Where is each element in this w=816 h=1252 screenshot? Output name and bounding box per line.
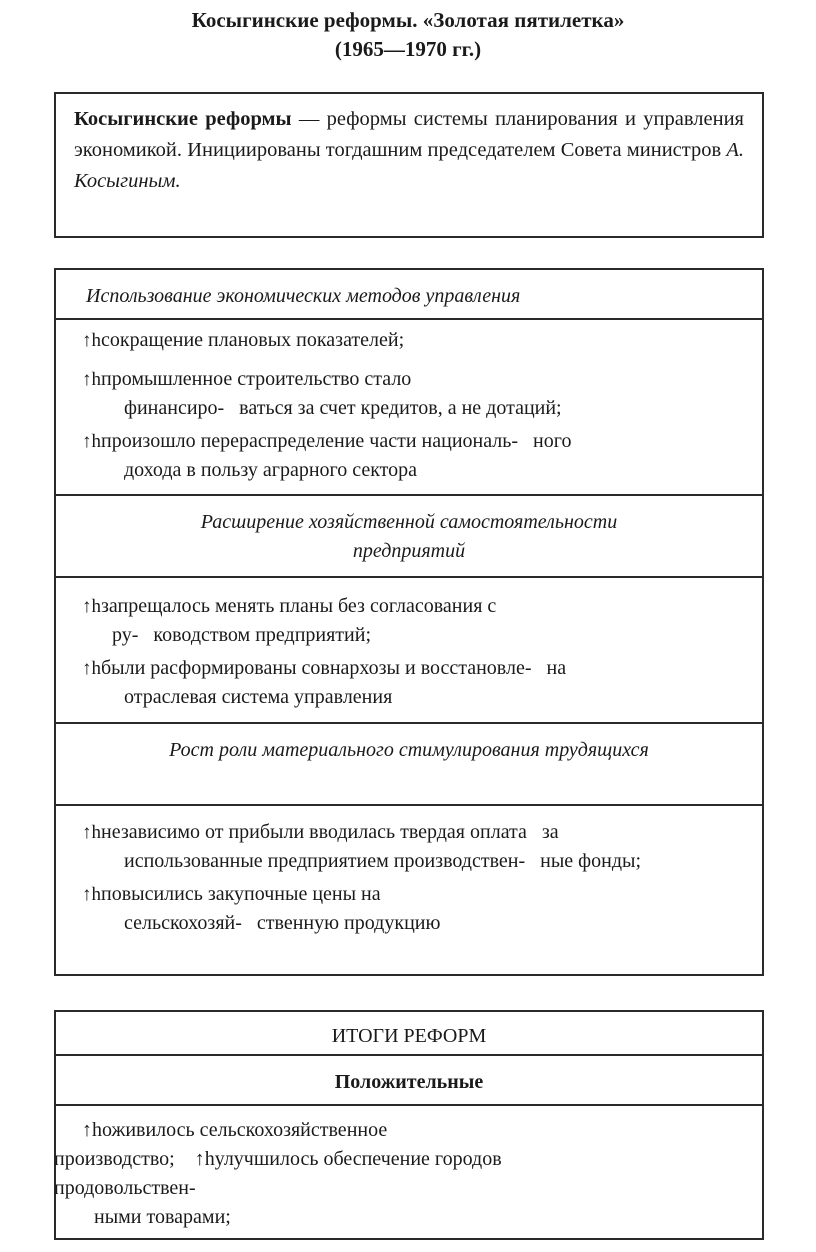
list-item: производство; ↑hулучшилось обеспечение городов bbox=[54, 1148, 502, 1170]
reforms-table bbox=[54, 268, 764, 976]
list-item: ↑hпромышленное строительство стало финансиро- ваться за счет кредитов, а не дотаций; bbox=[82, 368, 562, 419]
arrow-up-icon: ↑h bbox=[82, 658, 101, 679]
list-item: ↑hсокращение плановых показателей; bbox=[82, 329, 405, 351]
section-heading-1 bbox=[56, 270, 762, 320]
arrow-up-icon: ↑h bbox=[82, 822, 101, 843]
section-heading-text: Расширение хозяйственной самостоятельности предприятий bbox=[200, 511, 618, 562]
section-items-2 bbox=[56, 578, 762, 724]
list-item: ↑hпроизошло перераспределение части националь- ного дохода в пользу аграрного сектора bbox=[82, 430, 572, 481]
arrow-up-icon: ↑h bbox=[82, 369, 101, 390]
list-item: ↑hбыли расформированы совнархозы и восстановле- на отраслевая система управления bbox=[82, 657, 567, 708]
definition-name: А. Косыгиным. bbox=[74, 139, 744, 192]
totals-title-row bbox=[56, 1012, 762, 1056]
definition-term: Косыгинские реформы bbox=[74, 108, 292, 130]
totals-positive-row bbox=[56, 1056, 762, 1106]
section-items-1 bbox=[56, 320, 762, 496]
arrow-up-icon: ↑h bbox=[82, 1119, 102, 1141]
list-item: ↑hзапрещалось менять планы без согласования с ру- ководством предприятий; bbox=[82, 595, 497, 646]
arrow-up-icon: ↑h bbox=[82, 431, 101, 452]
section-heading-text: Рост роли материального стимулирования трудящихся bbox=[169, 739, 649, 761]
section-heading-2 bbox=[56, 496, 762, 578]
arrow-up-icon: ↑h bbox=[82, 330, 101, 351]
arrow-up-icon: ↑h bbox=[194, 1148, 215, 1170]
totals-positive: Положительные bbox=[334, 1071, 484, 1093]
totals-items: ↑hоживилось сельскохозяйственное производство; ↑hулучшилось обеспечение городов продовольствен- ными товарами; bbox=[56, 1106, 762, 1236]
definition-text: — реформы системы планирования и управления экономикой. Инициированы тогдашним председателем Совета министров bbox=[74, 108, 744, 161]
page-title bbox=[0, 6, 816, 64]
arrow-up-icon: ↑h bbox=[82, 596, 101, 617]
totals-table bbox=[54, 1010, 764, 1238]
list-item: ↑hповысились закупочные цены на сельскохозяй- ственную продукцию bbox=[82, 883, 441, 934]
definition-box bbox=[54, 92, 764, 238]
list-item: ↑hнезависимо от прибыли вводилась твердая оплата за использованные предприятием производствен- ные фонды; bbox=[82, 821, 642, 872]
bottom-divider bbox=[54, 1238, 764, 1240]
section-items-3 bbox=[56, 806, 762, 974]
section-heading-text: Использование экономических методов управления bbox=[86, 285, 521, 307]
list-item: ↑hоживилось сельскохозяйственное bbox=[82, 1119, 388, 1141]
title-line-2: (1965—1970 гг.) bbox=[334, 37, 482, 61]
totals-title: ИТОГИ РЕФОРМ bbox=[331, 1025, 487, 1047]
arrow-up-icon: ↑h bbox=[82, 884, 101, 905]
title-line-1: Косыгинские реформы. «Золотая пятилетка» bbox=[191, 8, 625, 32]
section-heading-3 bbox=[56, 724, 762, 806]
